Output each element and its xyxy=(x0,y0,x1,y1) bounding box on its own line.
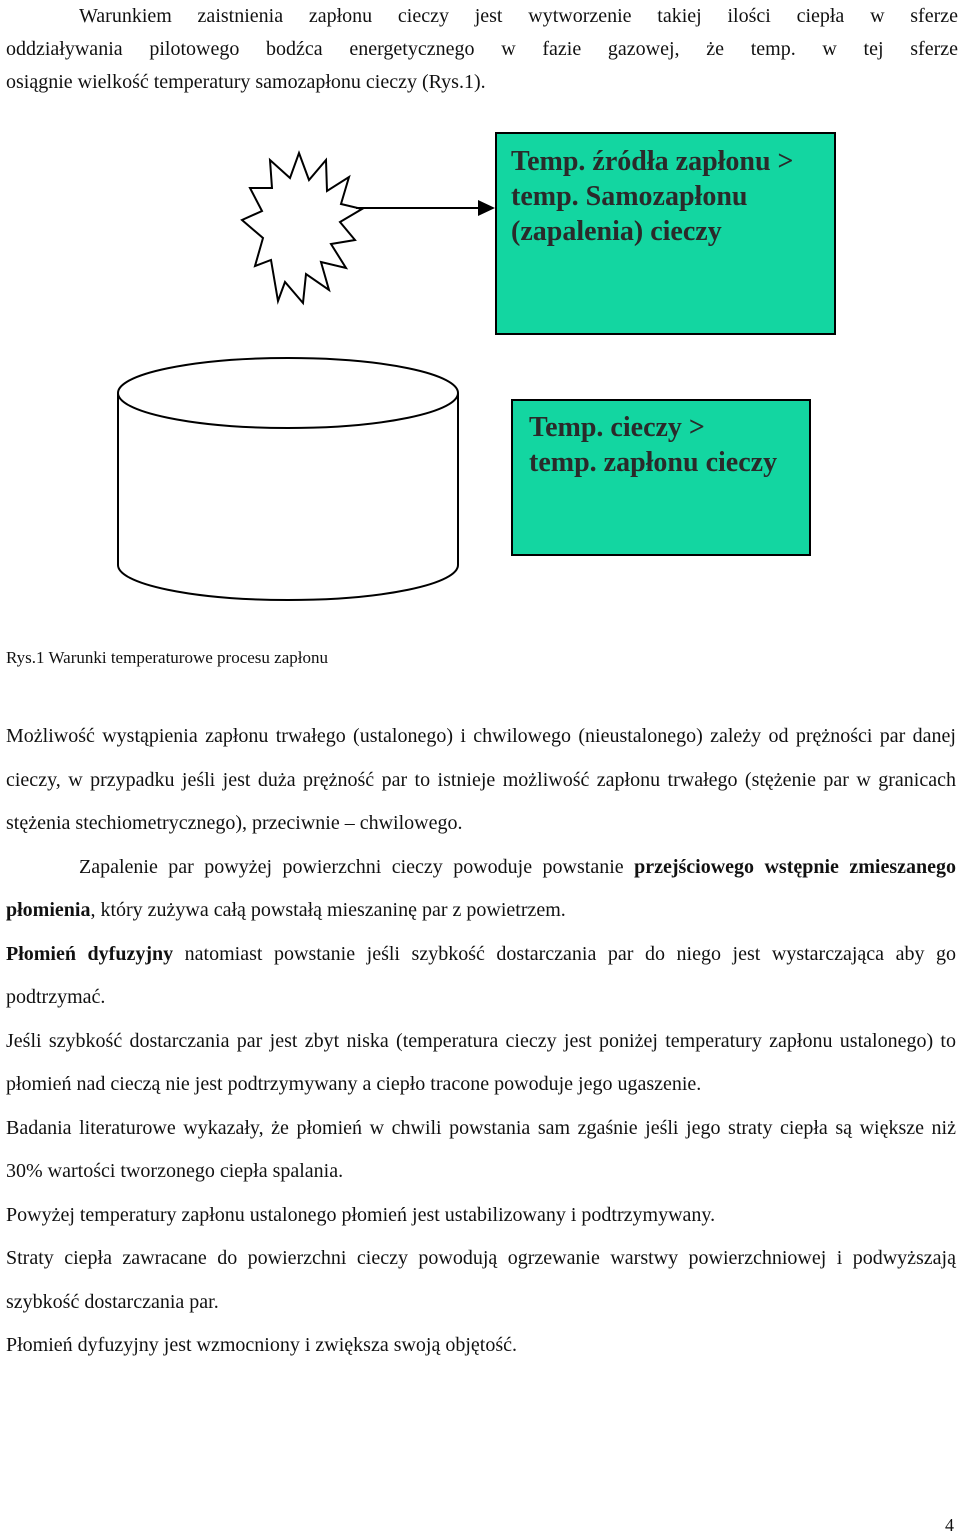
arrow-head-icon xyxy=(478,200,495,216)
paragraph-2-bold: przejściowego wstępnie zmieszanego płomienia xyxy=(6,855,956,921)
box-top-line-1: Temp. źródła zapłonu > xyxy=(511,146,794,177)
paragraph-8: Płomień dyfuzyjny jest wzmocniony i zwiększa swoją objętość. xyxy=(6,1334,518,1356)
paragraph-3-post: natomiast powstanie jeśli szybkość dostarczania par do niego jest wystarczająca aby go podtrzymać. xyxy=(6,942,956,1008)
box-top-line-3: (zapalenia) cieczy xyxy=(511,216,722,247)
paragraph-2-pre: Zapalenie par powyżej powierzchni cieczy powoduje powstanie xyxy=(79,855,635,878)
intro-line-1-text: Warunkiem zaistnienia zapłonu cieczy jest wytworzenie takiej ilości ciepła w sferze xyxy=(79,5,958,27)
page-number: 4 xyxy=(945,1515,954,1535)
box-bottom-line-1: Temp. cieczy > xyxy=(529,412,705,443)
figure-caption: Rys.1 Warunki temperaturowe procesu zapłonu xyxy=(6,648,328,667)
paragraph-3 xyxy=(6,933,956,1020)
paragraph-2 xyxy=(6,846,956,933)
paragraph-6: Powyżej temperatury zapłonu ustalonego płomień jest ustabilizowany i podtrzymywany. xyxy=(6,1203,716,1226)
flame-burst-icon xyxy=(242,153,362,303)
paragraph-7: Straty ciepła zawracane do powierzchni cieczy powodują ogrzewanie warstwy powierzchniowej i podwyższają szybkość dostarczania par. xyxy=(6,1247,956,1313)
box-ignition-source-text xyxy=(511,144,794,249)
intro-line-3: osiągnie wielkość temperatury samozapłonu cieczy (Rys.1). xyxy=(6,71,486,93)
paragraph-4: Jeśli szybkość dostarczania par jest zbyt niska (temperatura cieczy jest poniżej temperatury zapłonu ustalonego) to płomień nad cieczą nie jest podtrzymywany a ciepło tracone powoduje jego ugaszenie. xyxy=(6,1029,956,1095)
box-bottom-line-2: temp. zapłonu cieczy xyxy=(529,447,778,478)
paragraph-3-bold: Płomień dyfuzyjny xyxy=(6,942,174,965)
paragraph-5: Badania literaturowe wykazały, że płomień w chwili powstania sam zgaśnie jeśli jego straty ciepła są większe niż 30% wartości tworzonego ciepła spalania. xyxy=(6,1116,956,1182)
body-text xyxy=(6,715,956,1368)
liquid-tank-icon xyxy=(118,358,458,600)
intro-line-2: oddziaływania pilotowego bodźca energetycznego w fazie gazowej, że temp. w tej sferze xyxy=(6,38,958,60)
box-top-line-2: temp. Samozapłonu xyxy=(511,181,748,212)
paragraph-2-post: , który zużywa całą powstałą mieszaninę par z powietrzem. xyxy=(90,899,566,921)
paragraph-1: Możliwość wystąpienia zapłonu trwałego (ustalonego) i chwilowego (nieustalonego) zależy od prężności par danej cieczy, w przypadku jeśli jest duża prężność par to istnieje możliwość zapłonu trwałego (stężenie par w granicach stężenia stechiometrycznego), przeciwnie – chwilowego. xyxy=(6,725,956,834)
ignition-diagram xyxy=(0,0,960,660)
box-liquid-temperature-text xyxy=(529,410,777,480)
